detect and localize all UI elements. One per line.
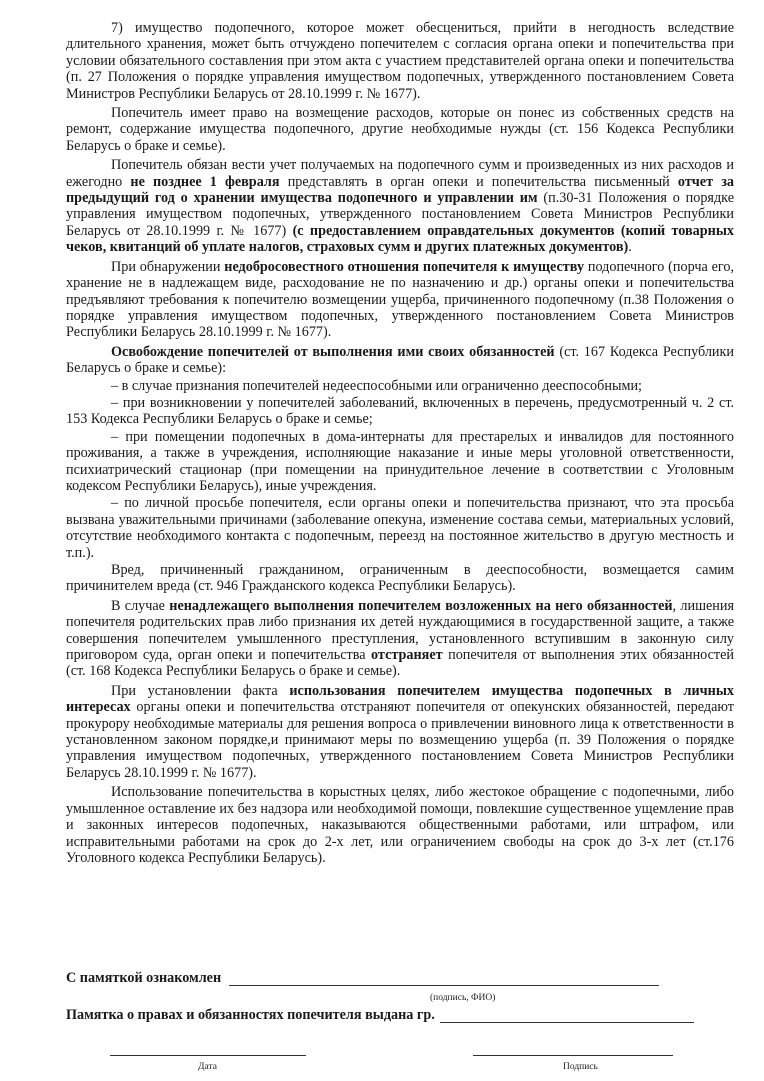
paragraph [66, 157, 734, 255]
text-run: При установлении факта [111, 682, 290, 699]
text-run: , лишения попечителя родительских прав либо признания их детей нуждающимися в государственной защите, а также совершения попечителем умышленного преступления, установленного вступившим в законную силу приговором суда, орган опеки и попечительства [66, 597, 735, 664]
document-body [66, 20, 734, 866]
paragraph [66, 105, 734, 154]
text-run: – в случае признания попечителей недееспособными или ограниченно дееспособными; [111, 377, 642, 394]
issued-label: Памятка о правах и обязанностях попечителя выдана гр. [66, 1007, 435, 1023]
text-run: органы опеки и попечительства отстраняют попечителя от опекунских обязанностей, передают прокурору необходимые материалы для решения вопроса о привлечении виновного лица к ответственности в установленном законом порядке,и принимают меры по возмещению ущерба (п. 39 Положения о порядке управления имуществом подопечных, утвержденного постановлением Совета Министров Республики Беларусь 28.10.1999 г. № 1677). [66, 699, 734, 781]
date-caption: Дата [198, 1062, 217, 1072]
text-run: подопечного (порча его, хранение не в надлежащем виде, расходование не по назначению и др.) органы опеки и попечительства предъявляют требования к попечителю возмещении ущерба, причиненного подопечному (п.38 Положения о порядке управления имуществом подопечных, утвержденного постановлением Совета Министров Республики Беларусь 28.10.1999 г. № 1677). [66, 258, 734, 341]
list-item [66, 395, 734, 428]
text-run: (ст. 167 Кодекса Республики Беларусь о браке и семье): [66, 343, 734, 377]
paragraph [66, 562, 734, 595]
text-run: – при помещении подопечных в дома-интернаты для престарелых и инвалидов для постоянного проживания, а также в учреждения, исполняющие наказание и иные меры уголовной ответственности, психиатрический стационар (при помещении на принудительное лечение в соответствии с Уголовным кодексом Республики Беларусь), иные учреждения. [66, 428, 734, 494]
text-run: попечителя от выполнения этих обязанностей (ст. 168 Кодекса Республики Беларусь о браке и семье). [66, 647, 735, 680]
bold-text: не позднее 1 февраля [130, 173, 280, 190]
list-item [66, 378, 734, 394]
bold-text: отстраняет [371, 647, 443, 664]
acquainted-row [66, 970, 734, 986]
bold-text: использования попечителем имущества подопечных в личных интересах [66, 682, 734, 716]
bold-text: (с предоставлением оправдательных документов (копий товарных чеков, квитанций об уплате налогов, страховых сумм и других платежных документов) [66, 222, 734, 256]
signature-line [473, 1055, 673, 1056]
text-run: Попечитель обязан вести учет получаемых на подопечного сумм и произведенных из них расходов и ежегодно [66, 157, 734, 190]
signature-caption: Подпись [563, 1062, 598, 1072]
text-run: Вред, причиненный гражданином, ограниченным в дееспособности, возмещается самим причинителем вреда (ст. 946 Гражданского кодекса Республики Беларусь). [66, 562, 734, 595]
bold-text: недобросовестного отношения попечителя к имуществу [224, 258, 585, 275]
paragraph [66, 20, 734, 102]
text-run: . [628, 239, 632, 256]
paragraph [66, 259, 734, 341]
text-run: – по личной просьбе попечителя, если органы опеки и попечительства признают, что эта просьба вызвана уважительными причинами (заболевание опекуна, изменение состава семьи, материальных условий, отсутствие необходимого контакта с подопечным, переезд на постоянное жительство в другую местность и т.п.). [66, 495, 734, 561]
text-run: В случае [111, 597, 170, 614]
issued-name-line [440, 1008, 694, 1023]
text-run: – при возникновении у попечителей заболеваний, включенных в перечень, предусмотренный ч. 2 ст. 153 Кодекса Республики Беларусь о браке и семье; [66, 394, 734, 428]
list-item [66, 495, 734, 561]
bold-text: отчет за предыдущий год о хранении имущества подопечного и управлении им [66, 173, 734, 207]
text-run: представлять в орган опеки и попечительства письменный [279, 173, 678, 190]
paragraph [66, 683, 734, 781]
acquainted-label: С памяткой ознакомлен [66, 970, 222, 986]
date-line [110, 1055, 306, 1056]
text-run: Попечитель имеет право на возмещение расходов, которые он понес из собственных средств на ремонт, содержание имущества подопечного, другие необходимые нужды (ст. 156 Кодекса Республики Беларусь о браке и семье). [66, 105, 734, 154]
sign-fio-caption: (подпись, ФИО) [430, 993, 496, 1003]
paragraph [66, 344, 734, 377]
acquainted-signature-line [229, 971, 659, 986]
paragraph [66, 598, 734, 680]
text-run: (п.30-31 Положения о порядке управления имуществом подопечных, утвержденного постановлением Совета Министров Республики Беларусь от 28.10.1999 г. № 1677) [66, 190, 734, 239]
paragraph [66, 784, 734, 866]
text-run: Использование попечительства в корыстных целях, либо жестокое обращение с подопечными, либо умышленное оставление их без надзора или необходимой помощи, повлекшие существенное ущемление прав и законных интересов подопечных, наказываются общественными работами, или штрафом, или исправительными работами на срок до 2-х лет, или ограничением свободы на срок до 3-х лет (ст.176 Уголовного кодекса Республики Беларусь). [66, 784, 734, 866]
bold-text: Освобождение попечителей от выполнения ими своих обязанностей [111, 343, 555, 360]
list-item [66, 429, 734, 495]
bold-text: ненадлежащего выполнения попечителем возложенных на него обязанностей [169, 597, 673, 614]
text-run: При обнаружении [111, 258, 225, 275]
issued-row [66, 1007, 734, 1023]
text-run: 7) имущество подопечного, которое может обесцениться, прийти в негодность вследствие длительного хранения, может быть отчуждено попечителем с согласия органа опеки и попечительства при условии обязательного составления при этом акта с участием представителей органа опеки и попечительства (п. 27 Положения о порядке управления имуществом подопечных, утвержденного постановлением Совета Министров Республики Беларусь от 28.10.1999 г. № 1677). [66, 20, 734, 102]
